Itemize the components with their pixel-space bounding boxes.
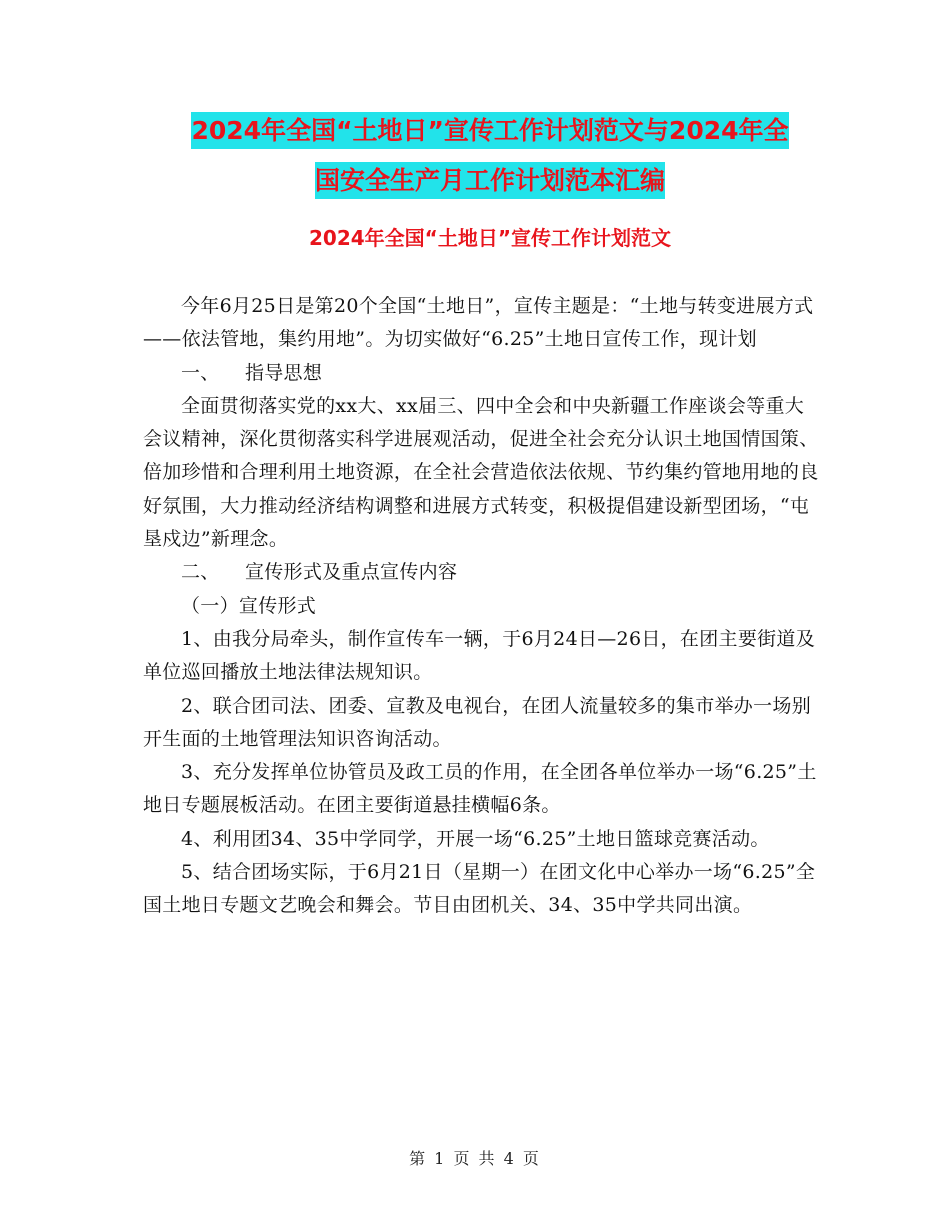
heading-guiding-thought: 一、 指导思想 — [181, 361, 323, 384]
list-item: 3、充分发挥单位协管员及政工员的作用，在全团各单位举办一场“6.25”土地日专题展板活动。在团主要街道悬挂横幅6条。 — [143, 761, 817, 817]
document-body — [143, 290, 823, 923]
heading-publicity-form: 二、 宣传形式及重点宣传内容 — [181, 561, 458, 584]
paragraph-guiding-thought: 全面贯彻落实党的xx大、xx届三、四中全会和中央新疆工作座谈会等重大会议精神，深化贯彻落实科学进展观活动，促进全社会充分认识土地国情国策、倍加珍惜和合理利用土地资源，在全社会营造依法依规、节约集约管地用地的良好氛围，大力推动经济结构调整和进展方式转变，积极提倡建设新型团场，“屯垦戍边”新理念。 — [143, 394, 819, 551]
subheading-publicity-form: （一）宣传形式 — [181, 594, 317, 617]
list-item: 1、由我分局牵头，制作宣传车一辆，于6月24日—26日，在团主要街道及单位巡回播放土地法律法规知识。 — [143, 627, 816, 684]
section-title: 2024年全国“土地日”宣传工作计划范文 — [309, 226, 671, 250]
document-title — [140, 106, 840, 206]
list-item: 4、利用团34、35中学同学，开展一场“6.25”土地日篮球竞赛活动。 — [181, 827, 770, 850]
list-item: 2、联合团司法、团委、宣教及电视台，在团人流量较多的集市举办一场别开生面的土地管理法知识咨询活动。 — [143, 694, 811, 750]
page-footer: 第 1 页 共 4 页 — [409, 1149, 541, 1168]
title-line-2: 国安全生产月工作计划范本汇编 — [315, 162, 665, 199]
title-line-1: 2024年全国“土地日”宣传工作计划范文与2024年全 — [191, 112, 788, 149]
list-item: 5、结合团场实际，于6月21日（星期一）在团文化中心举办一场“6.25”全国土地日专题文艺晚会和舞会。节目由团机关、34、35中学共同出演。 — [143, 861, 816, 917]
paragraph-intro: 今年6月25日是第20个全国“土地日”，宣传主题是：“土地与转变进展方式——依法管地，集约用地”。为切实做好“6.25”土地日宣传工作，现计划 — [143, 295, 814, 351]
